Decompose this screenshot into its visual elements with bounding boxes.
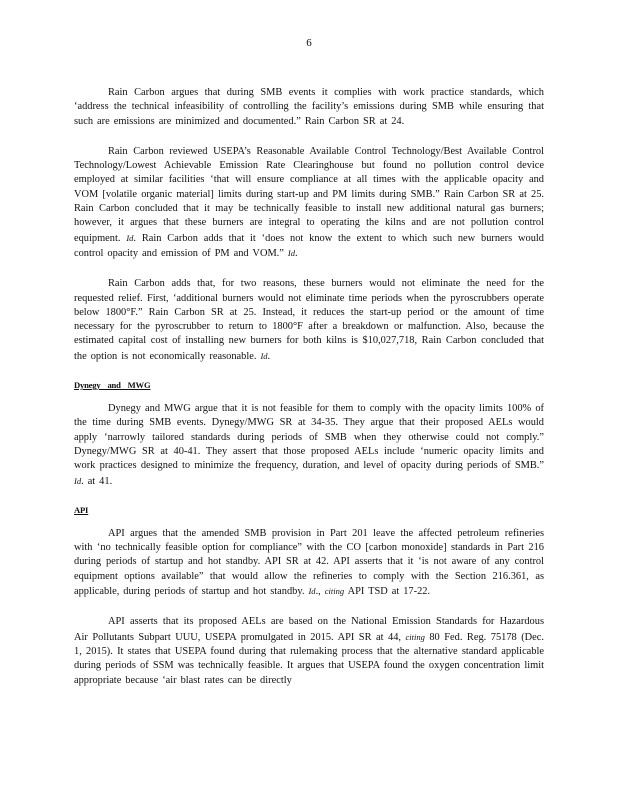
citation: citing [405,631,425,642]
paragraph-text: . [267,350,271,362]
paragraph [74,86,544,129]
citation: Id [308,586,316,597]
citation: Id [260,350,268,361]
page-number: 6 [306,37,312,49]
paragraph-text: API TSD at 17-22. [347,586,431,598]
paragraph-text: Rain Carbon reviewed USEPA’s Reasonable Available Control Technology/Best Available Control Technology/Lowest Achievable Emission Rate Clearinghouse but found no pollution control device employed at similar facilities ‘that will ensure compliance at all times with the applicable opacity and VOM [volatile organic material] limits during start-up and PM limits during SMB.” Rain Carbon SR at 25. Rain Carbon concluded that it may be technically feasible to install new additional natural gas burners; however, it argues that these burners are integral to operating the kilns and are not pollution control equipment. [74,145,544,244]
paragraph-text: API asserts that its proposed AELs are based on the National Emission Standards for Hazardous Air Pollutants Subpart UUU, USEPA promulgated in 2015. API SR at 44, [74,616,544,643]
paragraph [74,527,544,599]
paragraph-text: API argues that the amended SMB provision in Part 201 leave the affected petroleum refineries with ‘no technically feasible option for compliance” with the CO [carbon monoxide] standards in Part 216 during periods of startup and hot standby. API SR at 42. API asserts that it ‘is not aware of any control equipment options available” that would allow the refineries to comply with the Section 216.361, as applicable, during periods of startup and hot standby. [74,527,544,598]
paragraph [74,402,544,489]
section-heading-api: API [74,504,89,515]
paragraph [74,145,544,261]
paragraph-text: . at 41. [81,475,113,487]
paragraph-text: Rain Carbon argues that during SMB events it complies with work practice standards, which ‘address the technical infeasibility of controlling the facility’s emissions during SMB while ensuring that such are emissions are minimized and documented.” Rain Carbon SR at 24. [74,87,544,127]
paragraph-text: Dynegy and MWG argue that it is not feasible for them to comply with the opacity limits 100% of the time during SMB events. Dynegy/MWG SR at 34-35. They argue that their proposed AELs would apply ‘narrowly tailored standards during periods of SMB when they otherwise could not comply.” Dynegy/MWG SR at 40-41. They assert that those proposed AELs include ‘numeric opacity limits and work practices designed to minimize the frequency, duration, and level of opacity during periods of SMB.” [74,403,544,472]
paragraph-text: Rain Carbon adds that, for two reasons, these burners would not eliminate the need for the requested relief. First, ‘additional burners would not eliminate time periods when the pyroscrubbers operate below 1800°F.” Rain Carbon SR at 25. Instead, it reduces the start-up period or the amount of time necessary for the pyroscrubber to return to 1800°F after a breakdown or malfunction. Also, because the estimated capital cost of installing new burners for both kilns is $10,027,718, Rain Carbon concluded that the option is not economically reasonable. [74,278,544,362]
citation: Id [74,475,82,486]
citation: Id [126,232,134,243]
paragraph-text: 80 Fed. Reg. 75178 (Dec. 1, 2015). It states that USEPA found during that rulemaking process that the alternative standard applicable during periods of SSM was technically feasible. It argues that USEPA found the oxygen concentration limit appropriate because ‘air blast rates can be directly [74,631,544,686]
paragraph-text: . [294,247,298,259]
document-body [74,86,544,704]
paragraph [74,277,544,364]
section-heading-dynegy: Dynegy and MWG [74,380,151,391]
paragraph-text: . Rain Carbon adds that it ‘does not know the extent to which such new burners would control opacity and emission of PM and VOM.” [74,232,544,259]
citation: Id [287,247,295,258]
paragraph [74,615,544,687]
citation: citing [324,586,345,597]
paragraph-text: ., [315,586,321,598]
